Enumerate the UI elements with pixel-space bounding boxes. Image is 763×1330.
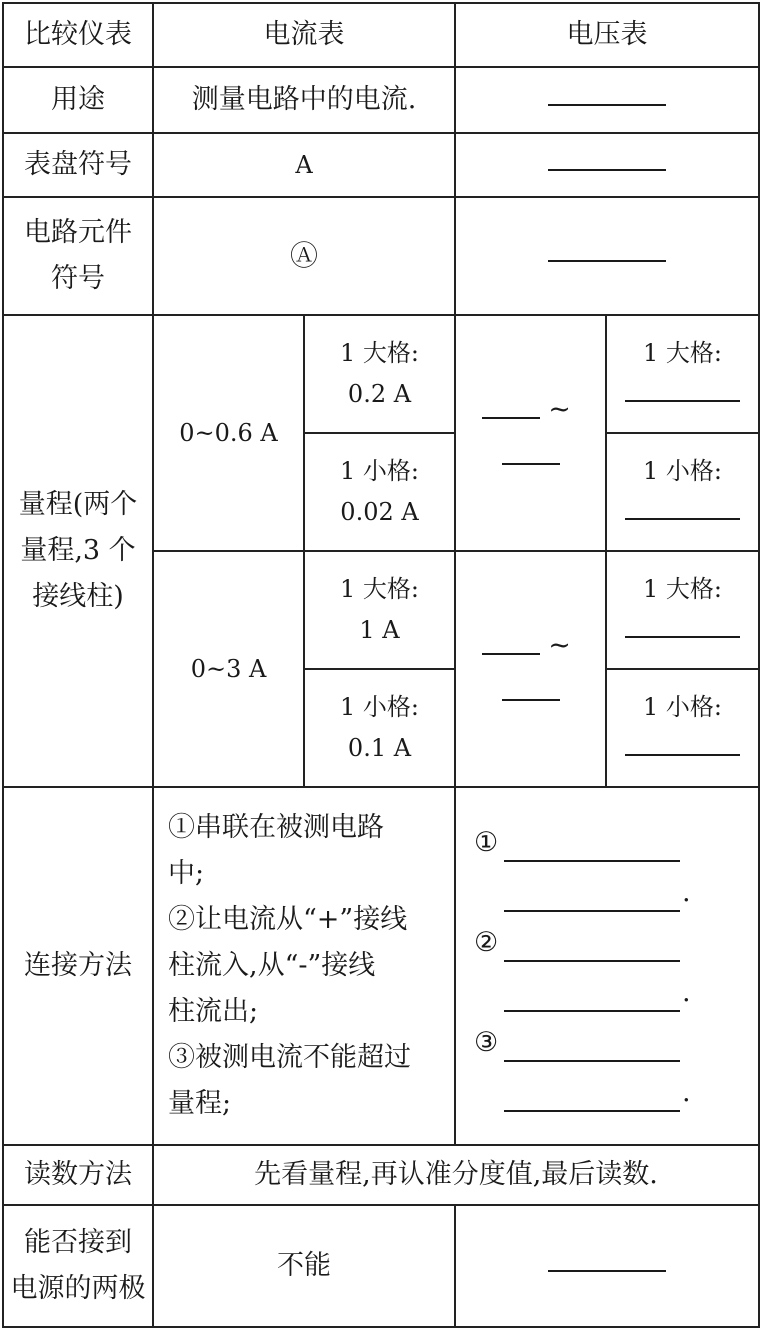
answer-blank — [548, 104, 666, 106]
ammeter-symbol: Ⓐ — [153, 197, 455, 315]
symbol-row — [3, 197, 759, 315]
reading-text: 先看量程,再认准分度值,最后读数. — [153, 1145, 759, 1205]
range-label: 量程(两个 量程,3 个 接线柱) — [3, 315, 153, 787]
connect-label: 连接方法 — [3, 787, 153, 1145]
v-range-2-small: 1 小格: — [606, 669, 759, 787]
answer-blank — [504, 960, 680, 962]
connect-voltmeter: ① . ② . ③ . — [455, 787, 759, 1145]
range-row-1a — [3, 315, 759, 433]
range-1-name: 0~0.6 A — [153, 315, 304, 551]
comparison-table — [2, 2, 760, 1328]
v-range-1-big: 1 大格: — [606, 315, 759, 433]
dial-ammeter: A — [153, 133, 455, 197]
answer-blank — [625, 754, 740, 756]
header-voltmeter: 电压表 — [455, 3, 759, 67]
answer-blank — [504, 1060, 680, 1062]
range-2-small: 1 小格: 0.1 A — [304, 669, 455, 787]
usage-voltmeter — [455, 67, 759, 133]
symbol-voltmeter — [455, 197, 759, 315]
range-2-big: 1 大格: 1 A — [304, 551, 455, 669]
range-1-big: 1 大格: 0.2 A — [304, 315, 455, 433]
usage-row — [3, 67, 759, 133]
answer-line-1: ① — [474, 816, 758, 866]
usage-ammeter: 测量电路中的电流. — [153, 67, 455, 133]
power-row — [3, 1205, 759, 1327]
v-range-2: ~ — [455, 551, 606, 787]
v-range-2-big: 1 大格: — [606, 551, 759, 669]
answer-line-2: ② — [474, 916, 758, 966]
answer-blank — [482, 653, 540, 655]
connect-ammeter: ①串联在被测电路 中; ②让电流从“+”接线 柱流入,从“-”接线 柱流出; ③被测电流不能超过 量程; — [153, 787, 455, 1145]
answer-blank — [548, 260, 666, 262]
power-voltmeter — [455, 1205, 759, 1327]
dial-label: 表盘符号 — [3, 133, 153, 197]
header-row — [3, 3, 759, 67]
answer-blank — [502, 463, 560, 465]
v-range-1-small: 1 小格: — [606, 433, 759, 551]
answer-blank — [482, 417, 540, 419]
answer-line-3: ③ — [474, 1016, 758, 1066]
answer-blank — [504, 1110, 680, 1112]
dial-row — [3, 133, 759, 197]
v-range-1: ~ — [455, 315, 606, 551]
dial-voltmeter — [455, 133, 759, 197]
answer-blank — [504, 860, 680, 862]
connect-row — [3, 787, 759, 1145]
answer-blank — [504, 910, 680, 912]
answer-blank — [504, 1010, 680, 1012]
answer-blank — [548, 1270, 666, 1272]
reading-row — [3, 1145, 759, 1205]
symbol-label: 电路元件 符号 — [3, 197, 153, 315]
answer-blank — [548, 169, 666, 171]
power-label: 能否接到 电源的两极 — [3, 1205, 153, 1327]
range-1-small: 1 小格: 0.02 A — [304, 433, 455, 551]
header-ammeter: 电流表 — [153, 3, 455, 67]
answer-blank — [625, 518, 740, 520]
usage-label: 用途 — [3, 67, 153, 133]
answer-blank — [625, 400, 740, 402]
answer-blank — [502, 699, 560, 701]
reading-label: 读数方法 — [3, 1145, 153, 1205]
header-compare: 比较仪表 — [3, 3, 153, 67]
power-ammeter: 不能 — [153, 1205, 455, 1327]
range-2-name: 0~3 A — [153, 551, 304, 787]
answer-blank — [625, 636, 740, 638]
